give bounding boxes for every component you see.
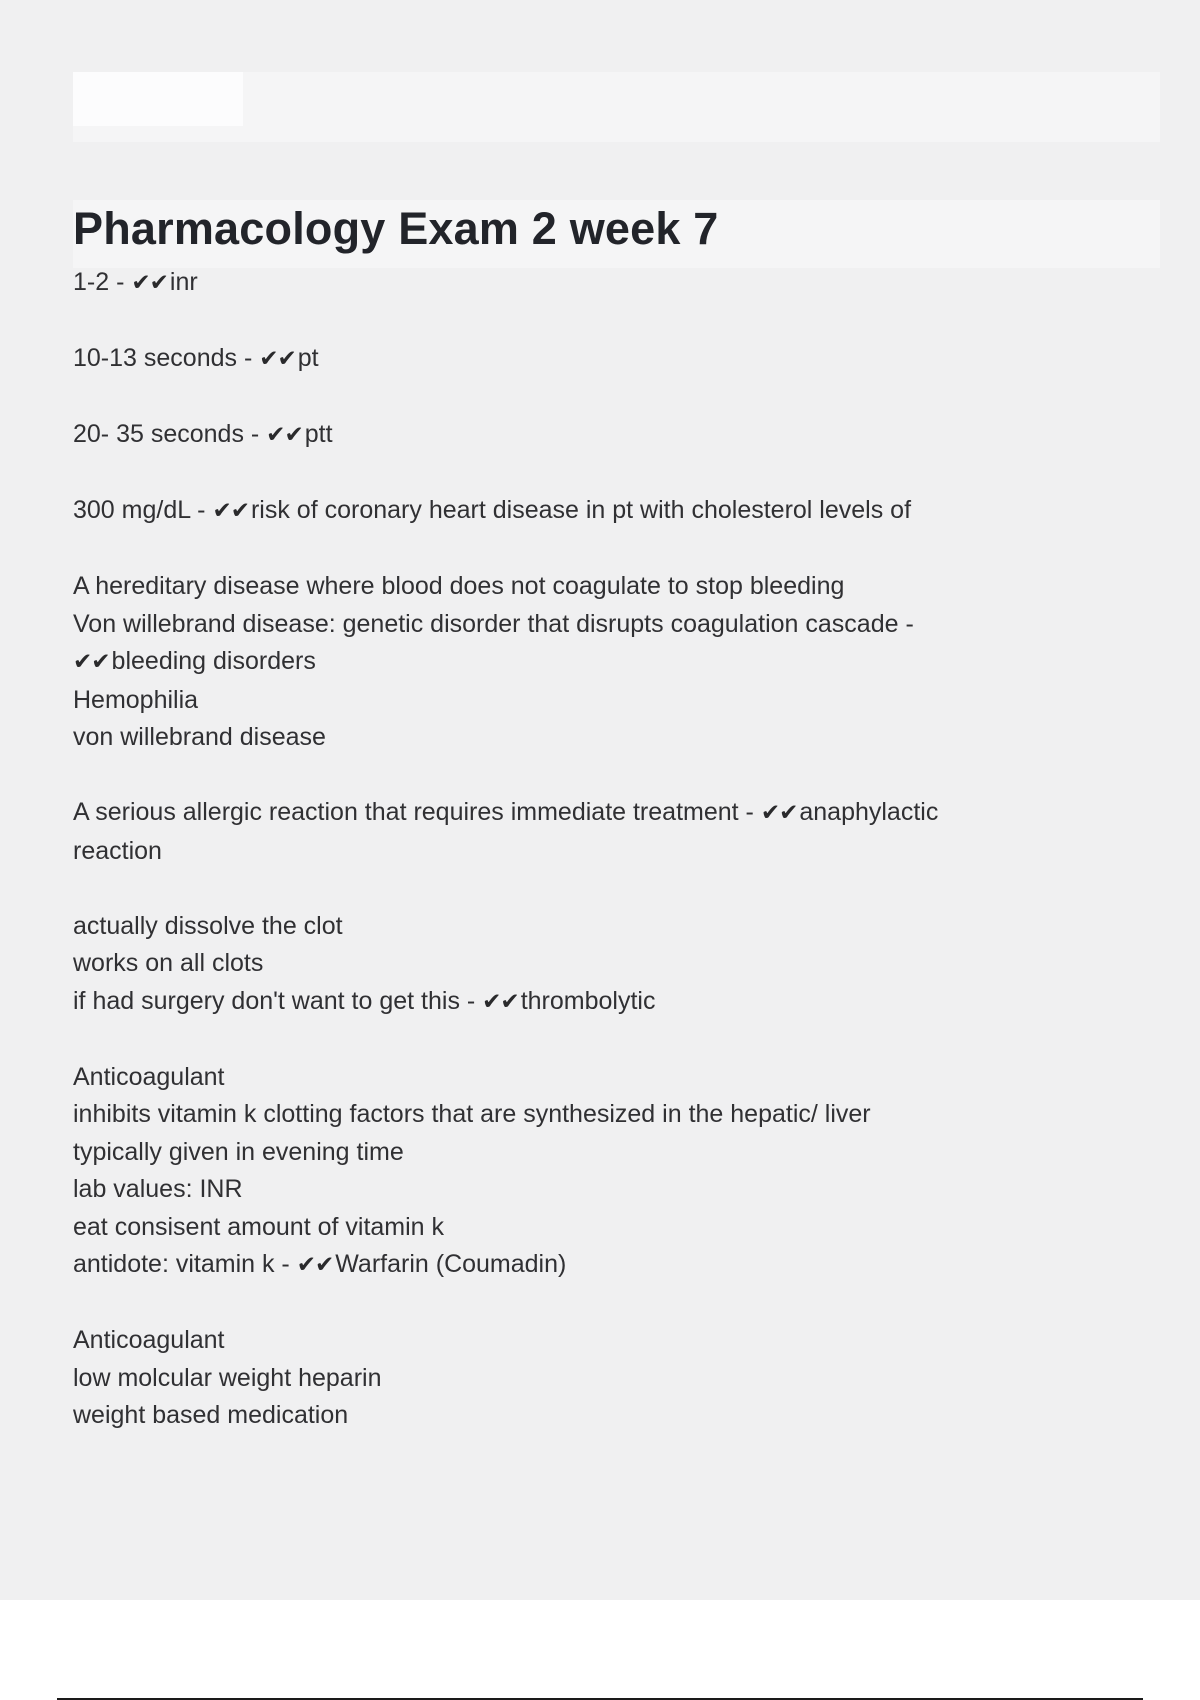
page-title: Pharmacology Exam 2 week 7 bbox=[73, 203, 719, 254]
flashcard-line bbox=[73, 682, 1133, 720]
flashcard-line bbox=[73, 1134, 1133, 1172]
flashcard-line bbox=[73, 1059, 1133, 1097]
flashcard-entry bbox=[73, 794, 1133, 870]
double-check-icon: ✔✔ bbox=[760, 800, 798, 826]
flashcard-line bbox=[73, 983, 1133, 1022]
flashcard-entry bbox=[73, 908, 1133, 1022]
term-text: 300 mg/dL - bbox=[73, 496, 213, 524]
double-check-icon: ✔✔ bbox=[259, 346, 296, 372]
term-text: typically given in evening time bbox=[73, 1137, 404, 1166]
term-text: low molcular weight heparin bbox=[73, 1363, 382, 1392]
flashcard-line bbox=[73, 643, 1133, 682]
flashcard-line bbox=[73, 1397, 1133, 1435]
term-text: works on all clots bbox=[73, 949, 264, 977]
flashcard-line bbox=[73, 492, 1133, 531]
flashcard-line bbox=[73, 719, 1133, 757]
flashcard-entry bbox=[73, 1322, 1133, 1435]
flashcard-list bbox=[73, 264, 1133, 1472]
header-logo-placeholder bbox=[73, 72, 243, 126]
double-check-icon: ✔✔ bbox=[266, 422, 303, 448]
flashcard-line bbox=[73, 1322, 1133, 1360]
term-text: A hereditary disease where blood does not coagulate to stop bleeding bbox=[73, 572, 845, 600]
answer-text: Warfarin (Coumadin) bbox=[335, 1250, 567, 1278]
term-text: antidote: vitamin k - bbox=[73, 1250, 297, 1278]
term-text: if had surgery don't want to get this - bbox=[73, 986, 483, 1015]
term-text: 1-2 - bbox=[73, 268, 132, 296]
flashcard-line bbox=[73, 1360, 1133, 1398]
term-text: weight based medication bbox=[73, 1401, 349, 1429]
term-text: Anticoagulant bbox=[73, 1062, 225, 1091]
flashcard-line bbox=[73, 340, 1133, 379]
flashcard-line bbox=[73, 1246, 1133, 1285]
flashcard-entry bbox=[73, 1059, 1133, 1285]
term-text: 20- 35 seconds - bbox=[73, 420, 267, 448]
double-check-icon: ✔✔ bbox=[73, 649, 110, 675]
flashcard-line bbox=[73, 264, 1133, 303]
term-text: 10-13 seconds - bbox=[73, 344, 260, 372]
flashcard-line bbox=[73, 945, 1133, 983]
term-text: actually dissolve the clot bbox=[73, 911, 343, 940]
flashcard-entry bbox=[73, 340, 1133, 379]
answer-text: bleeding disorders bbox=[111, 647, 316, 675]
term-text: Hemophilia bbox=[73, 685, 199, 714]
term-text: Anticoagulant bbox=[73, 1326, 225, 1354]
answer-text: inr bbox=[169, 268, 198, 296]
flashcard-line bbox=[73, 1096, 1133, 1134]
answer-text: anaphylactic bbox=[799, 798, 939, 826]
flashcard-line bbox=[73, 416, 1133, 455]
answer-text: pt bbox=[297, 344, 319, 372]
answer-text: thrombolytic bbox=[520, 986, 656, 1015]
header-strip bbox=[73, 72, 1160, 142]
flashcard-line bbox=[73, 1209, 1133, 1247]
term-text: A serious allergic reaction that requires immediate treatment - bbox=[73, 798, 761, 826]
term-text: lab values: INR bbox=[73, 1175, 243, 1203]
double-check-icon: ✔✔ bbox=[131, 270, 168, 296]
term-text: reaction bbox=[73, 836, 162, 865]
flashcard-entry bbox=[73, 264, 1133, 303]
flashcard-line bbox=[73, 1171, 1133, 1209]
flashcard-line bbox=[73, 568, 1133, 606]
flashcard-entry bbox=[73, 416, 1133, 455]
answer-text: ptt bbox=[304, 420, 333, 448]
answer-text: risk of coronary heart disease in pt with cholesterol levels of bbox=[250, 496, 912, 524]
double-check-icon: ✔✔ bbox=[212, 498, 249, 524]
term-text: eat consisent amount of vitamin k bbox=[73, 1212, 445, 1241]
flashcard-entry bbox=[73, 492, 1133, 531]
flashcard-line bbox=[73, 833, 1133, 871]
flashcard-line bbox=[73, 908, 1133, 946]
term-text: von willebrand disease bbox=[73, 723, 326, 751]
flashcard-line bbox=[73, 606, 1133, 644]
double-check-icon: ✔✔ bbox=[296, 1252, 334, 1278]
term-text: inhibits vitamin k clotting factors that are synthesized in the hepatic/ liver bbox=[73, 1100, 871, 1128]
term-text: Von willebrand disease: genetic disorder that disrupts coagulation cascade - bbox=[73, 609, 914, 638]
double-check-icon: ✔✔ bbox=[482, 988, 519, 1015]
flashcard-line bbox=[73, 794, 1133, 833]
flashcard-entry bbox=[73, 568, 1133, 757]
